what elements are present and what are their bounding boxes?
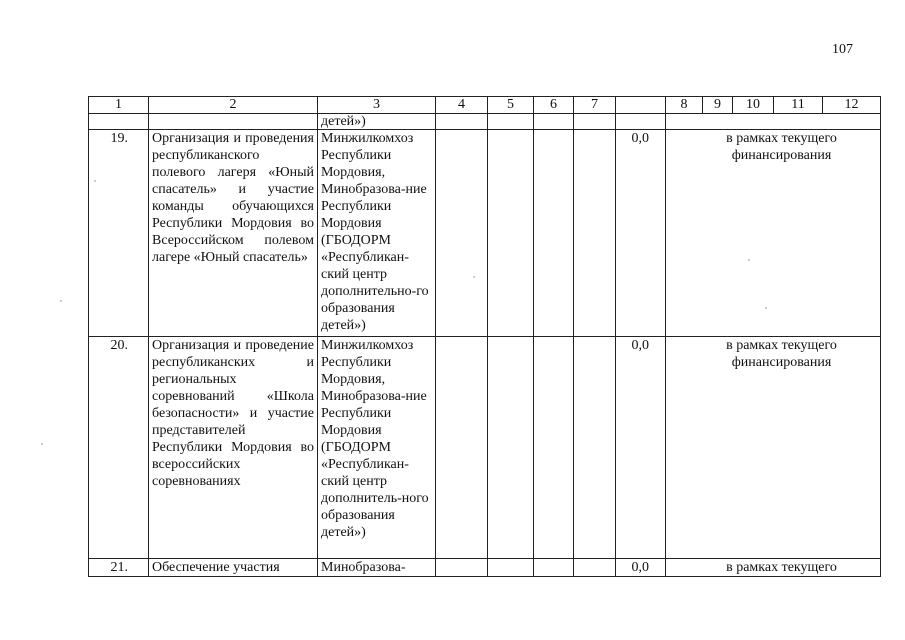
col-5-cell bbox=[488, 337, 534, 559]
funding-cell: в рамках текущего финансирования bbox=[666, 337, 881, 559]
col-4-cell bbox=[436, 559, 488, 577]
header-col-4: 4 bbox=[436, 97, 488, 114]
header-col-5: 5 bbox=[488, 97, 534, 114]
scan-speck bbox=[94, 180, 96, 182]
responsible-cell: Минобразова- bbox=[318, 559, 436, 577]
header-col-8: 8 bbox=[680, 97, 688, 112]
col-5-cell bbox=[488, 130, 534, 337]
scan-speck bbox=[765, 307, 767, 309]
activity-cell: Обеспечение участия bbox=[149, 559, 318, 577]
row-number: 19. bbox=[89, 130, 149, 337]
row-number: 21. bbox=[89, 559, 149, 577]
header-col-6: 6 bbox=[534, 97, 574, 114]
col-5-cell bbox=[488, 559, 534, 577]
col-4-cell bbox=[436, 130, 488, 337]
funding-cell: в рамках текущего финансирования bbox=[666, 130, 881, 337]
program-activities-table bbox=[88, 96, 881, 577]
header-col-3: 3 bbox=[318, 97, 436, 114]
header-col-9: 9 bbox=[702, 97, 732, 113]
col-7-cell bbox=[574, 559, 616, 577]
scan-speck bbox=[748, 259, 750, 261]
header-col-7: 7 bbox=[574, 97, 616, 114]
col-6-cell bbox=[534, 559, 574, 577]
header-col-10: 10 bbox=[732, 97, 773, 113]
amount-cell: 0,0 bbox=[616, 337, 666, 559]
table-header-row bbox=[89, 97, 881, 114]
responsible-cell: Минжилкомхоз Республики Мордовия, Минобразова-ние Республики Мордовия (ГБОДОРМ «Республикан-ский центр дополнительно-го образования детей») bbox=[318, 130, 436, 337]
header-col-2: 2 bbox=[149, 97, 318, 114]
activity-cell: Организация и проведения республиканского полевого лагеря «Юный спасатель» и участие команды обучающихся Республики Мордовия во Всероссийском полевом лагере «Юный спасатель» bbox=[149, 130, 318, 337]
header-col-1: 1 bbox=[89, 97, 149, 114]
table-row bbox=[89, 337, 881, 559]
amount-cell: 0,0 bbox=[616, 559, 666, 577]
funding-cell: в рамках текущего bbox=[666, 559, 881, 577]
continuation-activity-cell bbox=[149, 114, 318, 130]
activity-cell: Организация и проведение республиканских и региональных соревнований «Школа безопасности» и участие представителей Республики Мордовия во всероссийских соревнованиях bbox=[149, 337, 318, 559]
continuation-responsible-cell: детей») bbox=[318, 114, 436, 130]
table-row bbox=[89, 559, 881, 577]
amount-cell: 0,0 bbox=[616, 130, 666, 337]
row-number: 20. bbox=[89, 337, 149, 559]
col-6-cell bbox=[534, 337, 574, 559]
header-col-blank bbox=[616, 97, 666, 114]
responsible-cell: Минжилкомхоз Республики Мордовия, Минобразова-ние Республики Мордовия (ГБОДОРМ «Республикан-ский центр дополнитель-ного образования детей») bbox=[318, 337, 436, 559]
header-cols-8-12 bbox=[666, 97, 881, 114]
col-6-cell bbox=[534, 130, 574, 337]
continuation-number-cell bbox=[89, 114, 149, 130]
col-7-cell bbox=[574, 337, 616, 559]
header-col-12: 12 bbox=[822, 97, 880, 113]
table-row bbox=[89, 130, 881, 337]
scan-speck bbox=[60, 300, 62, 302]
continuation-row bbox=[89, 114, 881, 130]
header-col-11: 11 bbox=[773, 97, 822, 113]
scan-speck bbox=[473, 276, 475, 278]
col-7-cell bbox=[574, 130, 616, 337]
page-number: 107 bbox=[832, 42, 853, 57]
col-4-cell bbox=[436, 337, 488, 559]
scan-speck bbox=[41, 443, 43, 445]
